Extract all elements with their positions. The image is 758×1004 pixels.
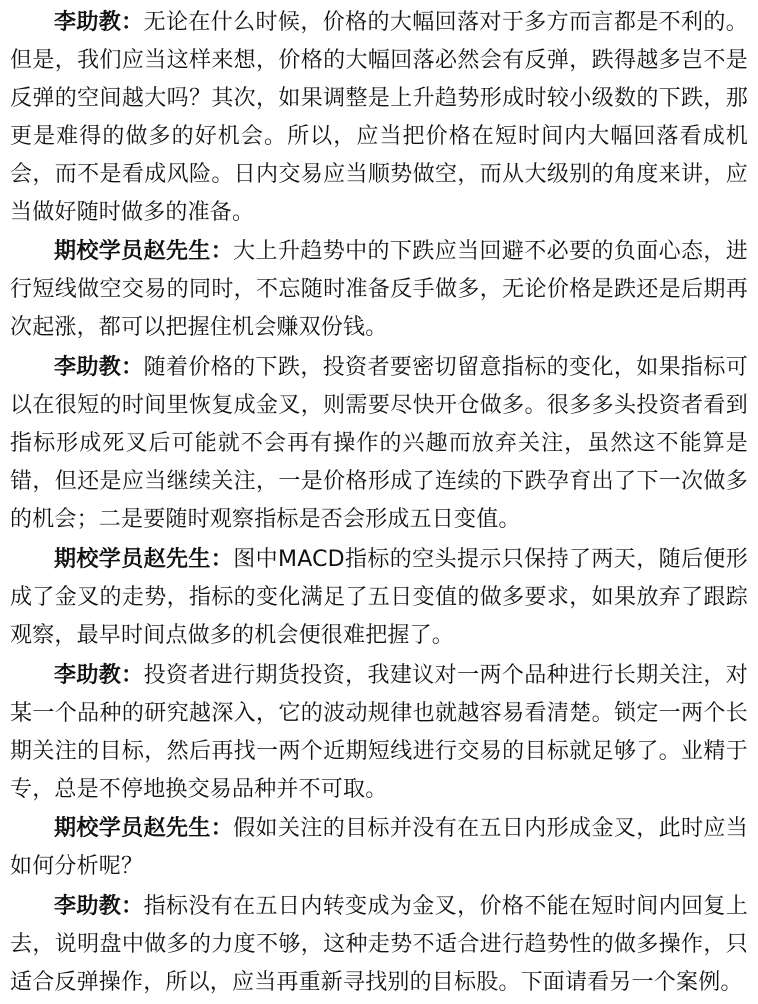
dialogue-paragraph	[10, 657, 748, 809]
paragraph-text: 投资者进行期货投资，我建议对一两个品种进行长期关注，对某一个品种的研究越深入，它的波动规律也就越容易看清楚。锁定一两个长期关注的目标，然后再找一两个近期短线进行交易的目标就足够了。业精于专，总是不停地换交易品种并不可取。	[10, 663, 748, 802]
dialogue-paragraph	[10, 349, 748, 539]
dialogue-paragraph	[10, 888, 748, 1002]
dialogue-paragraph	[10, 4, 748, 232]
paragraph-text: 大上升趋势中的下跌应当回避不必要的负面心态，进行短线做空交易的同时，不忘随时准备反手做多，无论价格是跌还是后期再次起涨，都可以把握住机会赚双份钱。	[10, 239, 748, 340]
speaker-label: 期校学员赵先生：	[54, 547, 234, 572]
paragraph-text: 指标没有在五日内转变成为金叉，价格不能在短时间内回复上去，说明盘中做多的力度不够，这种走势不适合进行趋势性的做多操作，只适合反弹操作，所以，应当再重新寻找别的目标股。下面请看另一个案例。	[10, 894, 748, 995]
speaker-label: 期校学员赵先生：	[54, 239, 234, 264]
speaker-label: 李助教：	[54, 894, 144, 919]
dialogue-paragraph	[10, 541, 748, 655]
paragraph-text: 无论在什么时候，价格的大幅回落对于多方而言都是不利的。但是，我们应当这样来想，价格的大幅回落必然会有反弹，跌得越多岂不是反弹的空间越大吗？其次，如果调整是上升趋势形成时较小级数的下跌，那更是难得的做多的好机会。所以，应当把价格在短时间内大幅回落看成机会，而不是看成风险。日内交易应当顺势做空，而从大级别的角度来讲，应当做好随时做多的准备。	[10, 10, 748, 225]
speaker-label: 期校学员赵先生：	[54, 816, 234, 841]
speaker-label: 李助教：	[54, 355, 144, 380]
dialogue-paragraph	[10, 233, 748, 347]
speaker-label: 李助教：	[54, 10, 144, 35]
dialogue-paragraph	[10, 810, 748, 886]
paragraph-text: 随着价格的下跌，投资者要密切留意指标的变化，如果指标可以在很短的时间里恢复成金叉，则需要尽快开仓做多。很多多头投资者看到指标形成死叉后可能就不会再有操作的兴趣而放弃关注，虽然这不能算是错，但还是应当继续关注，一是价格形成了连续的下跌孕育出了下一次做多的机会；二是要随时观察指标是否会形成五日变值。	[10, 355, 748, 532]
paragraph-text: 假如关注的目标并没有在五日内形成金叉，此时应当如何分析呢？	[10, 816, 748, 879]
paragraph-text: 图中MACD指标的空头提示只保持了两天，随后便形成了金叉的走势，指标的变化满足了五日变值的做多要求，如果放弃了跟踪观察，最早时间点做多的机会便很难把握了。	[10, 547, 748, 648]
speaker-label: 李助教：	[54, 663, 144, 688]
